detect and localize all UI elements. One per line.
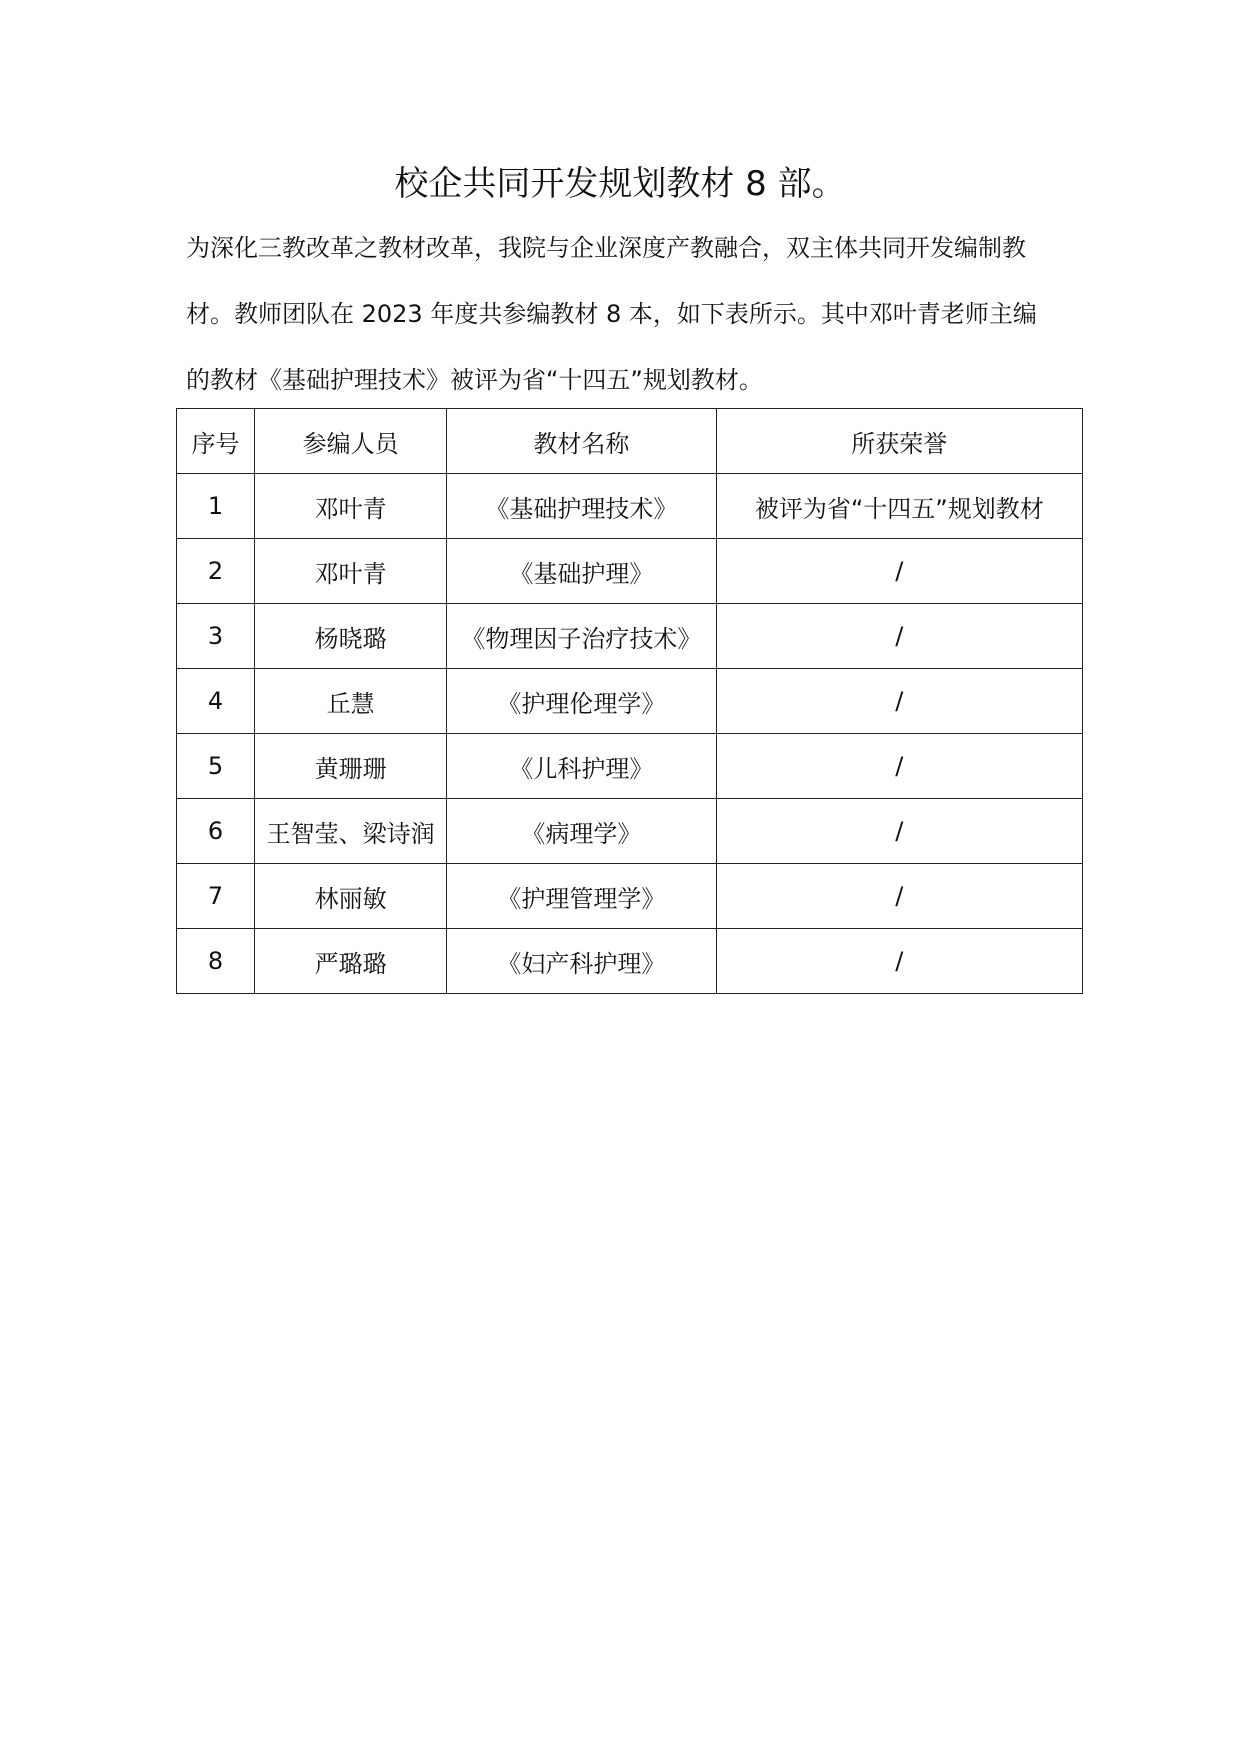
- cell-honor: /: [716, 864, 1082, 929]
- cell-authors: 杨晓璐: [255, 604, 447, 669]
- cell-honor: /: [716, 669, 1082, 734]
- cell-index: 4: [177, 669, 255, 734]
- cell-authors: 邓叶青: [255, 539, 447, 604]
- table-row: [177, 474, 1083, 539]
- cell-authors: 林丽敏: [255, 864, 447, 929]
- cell-textbook: 《基础护理技术》: [447, 474, 716, 539]
- cell-index: 1: [177, 474, 255, 539]
- cell-index: 5: [177, 734, 255, 799]
- cell-authors: 王智莹、梁诗润: [255, 799, 447, 864]
- cell-honor: /: [716, 799, 1082, 864]
- table-row: [177, 864, 1083, 929]
- cell-textbook: 《物理因子治疗技术》: [447, 604, 716, 669]
- intro-paragraph-line-3: 的教材《基础护理技术》被评为省“十四五”规划教材。: [186, 366, 763, 394]
- cell-textbook: 《儿科护理》: [447, 734, 716, 799]
- header-index: 序号: [177, 409, 255, 474]
- cell-index: 6: [177, 799, 255, 864]
- page-title: 校企共同开发规划教材 8 部。: [394, 164, 846, 204]
- cell-honor: /: [716, 929, 1082, 994]
- cell-authors: 严璐璐: [255, 929, 447, 994]
- table-row: [177, 929, 1083, 994]
- intro-paragraph-line-2: 材。教师团队在 2023 年度共参编教材 8 本，如下表所示。其中邓叶青老师主编: [186, 300, 1037, 328]
- textbook-table: [176, 408, 1083, 994]
- header-authors: 参编人员: [255, 409, 447, 474]
- cell-textbook: 《妇产科护理》: [447, 929, 716, 994]
- cell-honor: /: [716, 734, 1082, 799]
- header-honor: 所获荣誉: [716, 409, 1082, 474]
- cell-index: 3: [177, 604, 255, 669]
- cell-honor: 被评为省“十四五”规划教材: [716, 474, 1082, 539]
- cell-authors: 黄珊珊: [255, 734, 447, 799]
- cell-authors: 邓叶青: [255, 474, 447, 539]
- table-row: [177, 539, 1083, 604]
- table-row: [177, 799, 1083, 864]
- intro-paragraph-line-1: 为深化三教改革之教材改革，我院与企业深度产教融合，双主体共同开发编制教: [186, 234, 1026, 262]
- cell-textbook: 《护理管理学》: [447, 864, 716, 929]
- cell-textbook: 《病理学》: [447, 799, 716, 864]
- cell-index: 2: [177, 539, 255, 604]
- table-row: [177, 669, 1083, 734]
- cell-authors: 丘慧: [255, 669, 447, 734]
- cell-textbook: 《基础护理》: [447, 539, 716, 604]
- cell-index: 7: [177, 864, 255, 929]
- cell-index: 8: [177, 929, 255, 994]
- table-header-row: [177, 409, 1083, 474]
- table-row: [177, 604, 1083, 669]
- cell-textbook: 《护理伦理学》: [447, 669, 716, 734]
- header-textbook: 教材名称: [447, 409, 716, 474]
- table-row: [177, 734, 1083, 799]
- cell-honor: /: [716, 539, 1082, 604]
- cell-honor: /: [716, 604, 1082, 669]
